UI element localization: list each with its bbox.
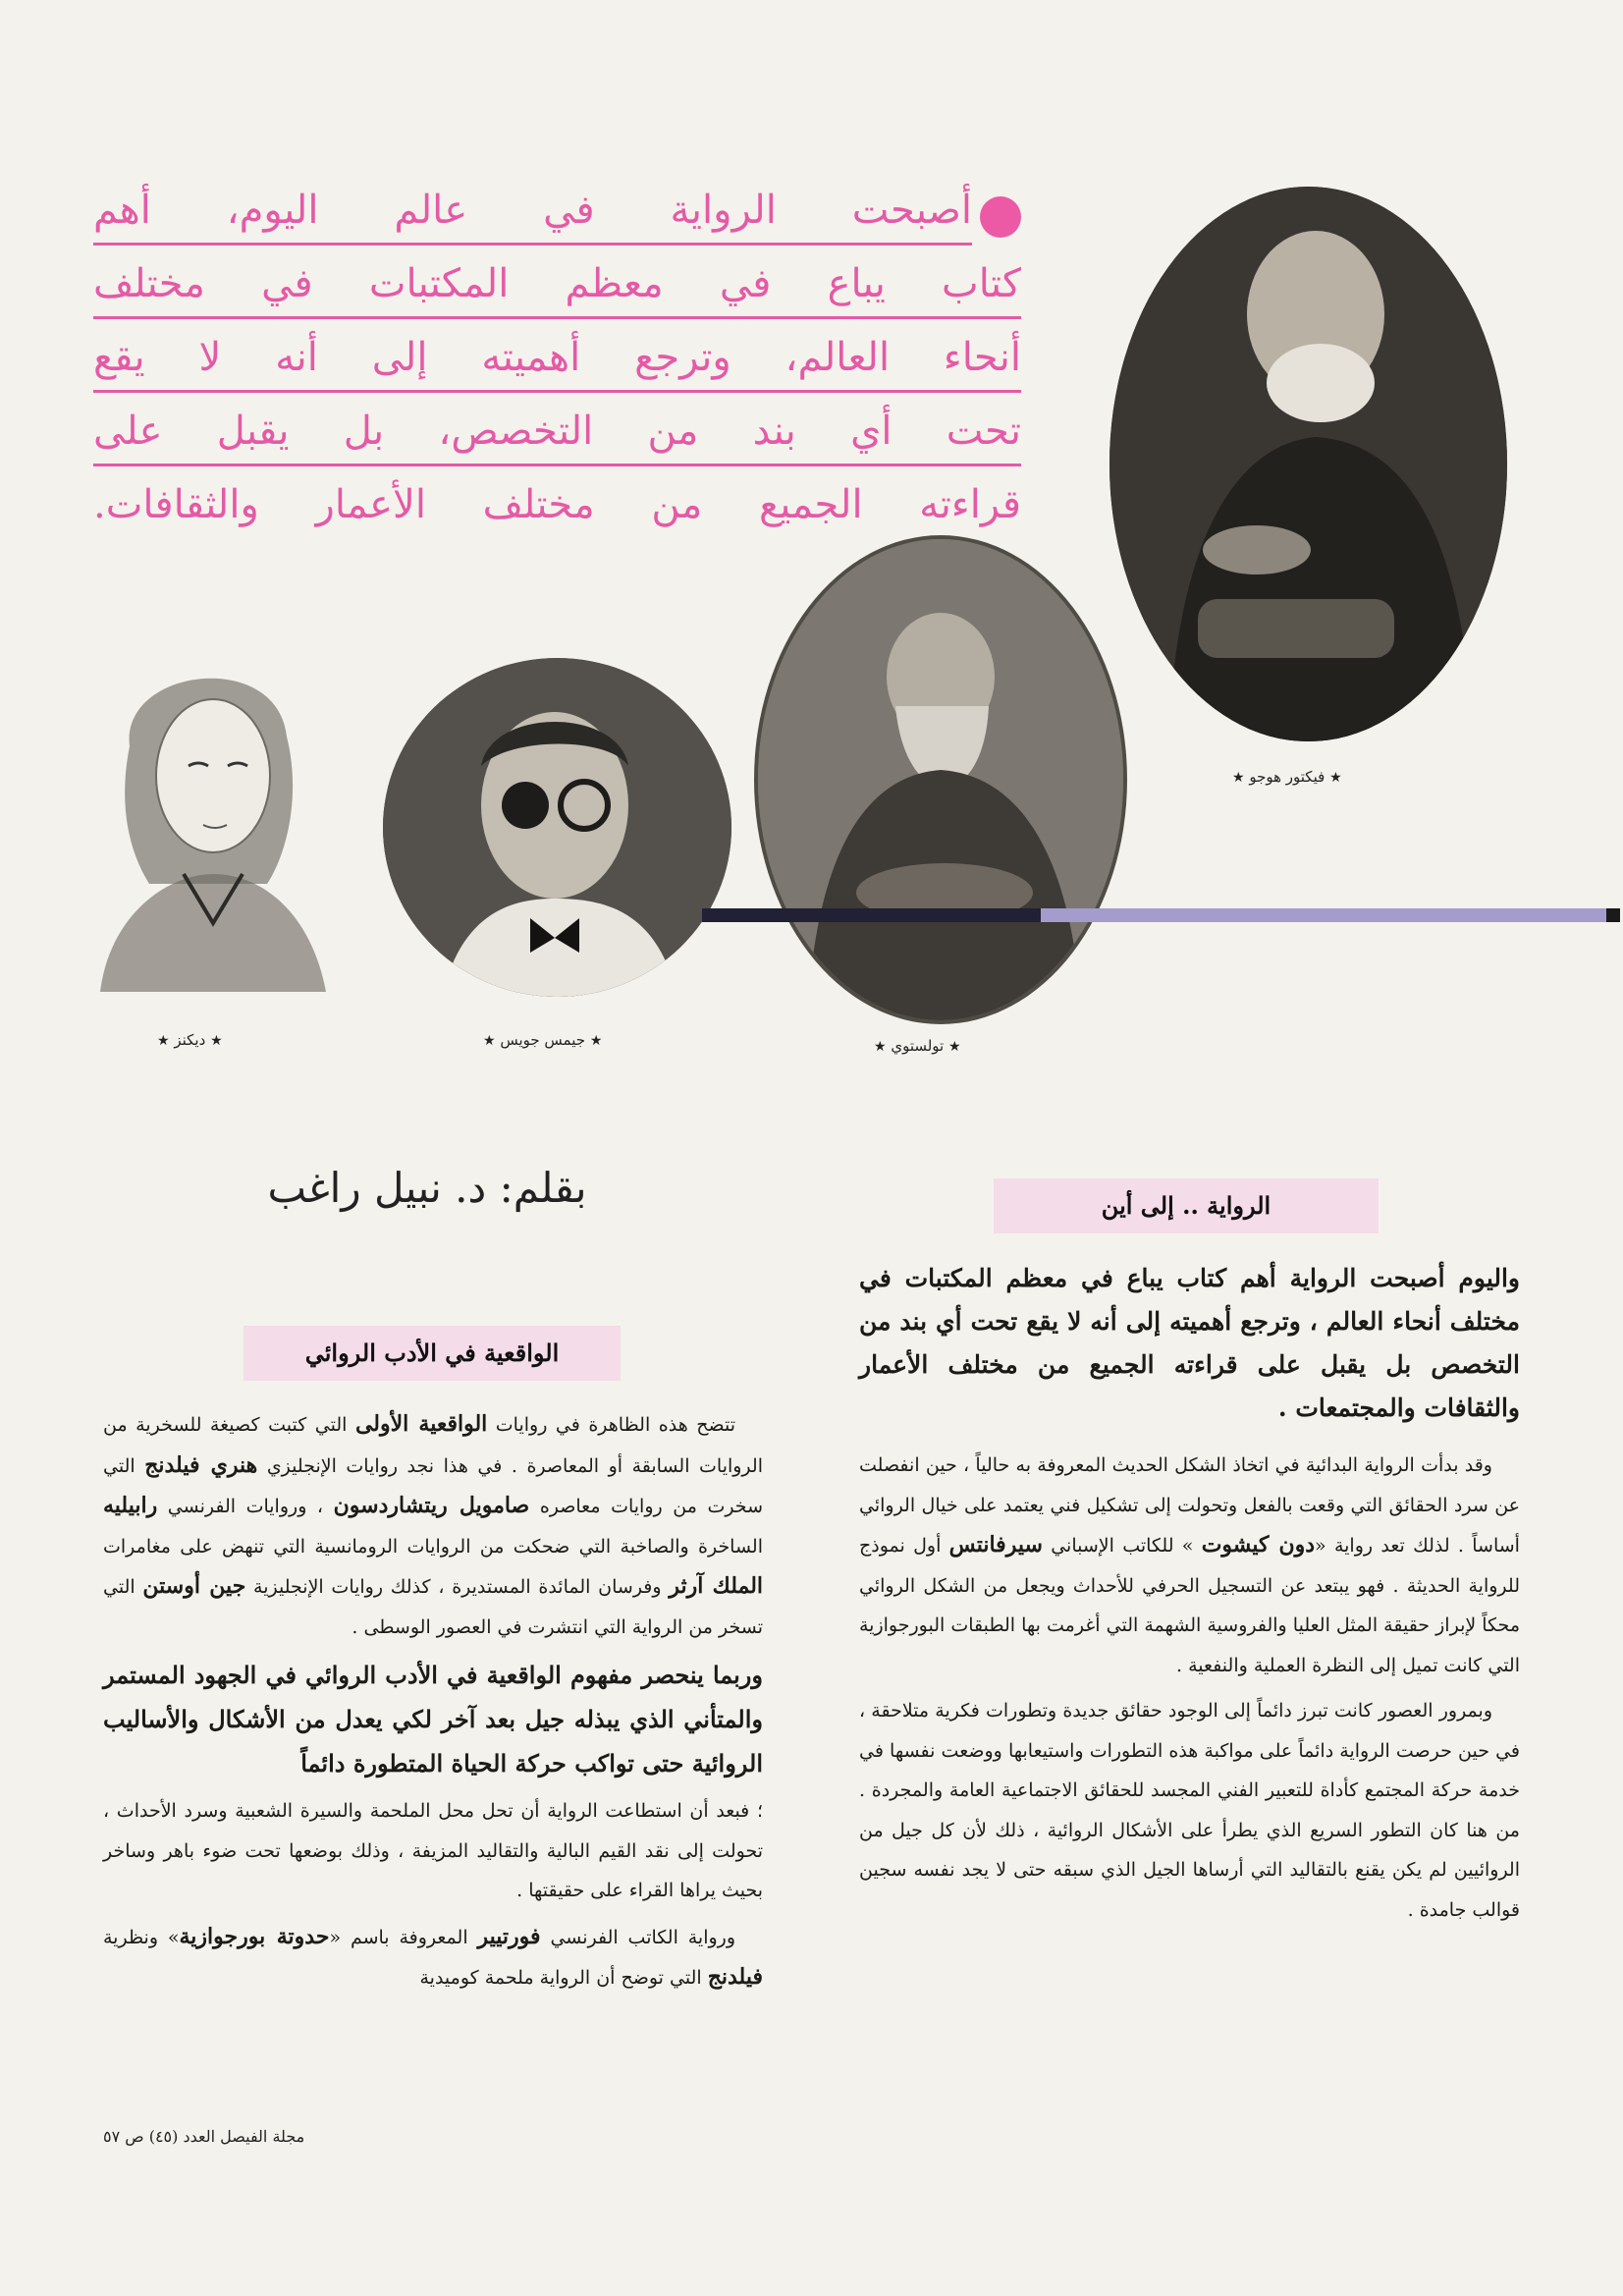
scan-artifact-bar-dark bbox=[702, 908, 1041, 922]
bold-term: حدوتة بورجوازية bbox=[179, 1923, 330, 1949]
body-text: التي تسخر من الرواية التي انتشرت في العصور الوسطى . bbox=[103, 1576, 763, 1638]
caption-joyce bbox=[483, 1031, 602, 1049]
bold-term: سيرفانتس bbox=[948, 1532, 1043, 1558]
bold-term: فيلدنج bbox=[707, 1964, 763, 1990]
body-text: التي كتبت كصيغة للسخرية من الروايات السابقة أو المعاصرة . في هذا نجد روايات الإنجليزي bbox=[103, 1414, 763, 1477]
bold-term: فورتيير bbox=[477, 1923, 541, 1949]
star-icon: ★ bbox=[874, 1039, 887, 1055]
bullet-dot-icon bbox=[980, 196, 1021, 238]
bold-term: جين أوستن bbox=[142, 1573, 246, 1599]
body-text: المعروفة باسم « bbox=[329, 1926, 468, 1948]
portrait-tolstoy bbox=[754, 535, 1127, 1024]
star-icon: ★ bbox=[483, 1033, 496, 1049]
star-icon: ★ bbox=[157, 1033, 170, 1049]
star-icon: ★ bbox=[210, 1033, 223, 1049]
body-text: ، وروايات الفرنسي bbox=[167, 1496, 324, 1517]
body-text: » للكاتب الإسباني bbox=[1051, 1535, 1194, 1557]
star-icon: ★ bbox=[589, 1033, 603, 1049]
body-text: الساخرة والصاخبة التي ضحكت من الروايات الرومانسية التي تنهض على مغامرات bbox=[103, 1535, 763, 1558]
caption-tolstoy bbox=[874, 1037, 961, 1055]
body-text: التي سخرت من روايات معاصره bbox=[103, 1454, 763, 1517]
pull-quote-line: أصبحت الرواية في عالم اليوم، أهم bbox=[93, 182, 972, 246]
body-paragraph: وبمرور العصور كانت تبرز دائماً إلى الوجود حقائق جديدة وتطورات فكرية متلاحقة ، في حين حرصت الرواية دائماً على مواكبة هذه التطورات واستيعابها ووضعت نفسها في خدمة حركة المجتمع كأداة للتعبير الفني المجسد للحقائق الاجتماعية العامة والمجردة . من هنا كان التطور السريع الذي يطرأ على الأشكال الروائية ، ذلك لأن كل جيل من الروائيين لم يكن يقنع بالتقاليد التي أرساها الجيل الذي سبقه حتى لا يجد نفسه سجين قوالب جامدة . bbox=[859, 1700, 1520, 1921]
body-paragraph bbox=[103, 1917, 763, 1998]
caption-dickens bbox=[157, 1031, 223, 1049]
body-paragraph: ؛ فبعد أن استطاعت الرواية أن تحل محل الملحمة والسيرة الشعبية وسرد الأحداث ، تحولت إلى نقد القيم البالية والتقاليد المزيفة ، وذلك بوضعها تحت ضوء باهر وساخر بحيث يراها القراء على حقيقتها . bbox=[103, 1800, 763, 1901]
body-text: ورواية الكاتب الفرنسي bbox=[550, 1926, 736, 1948]
body-paragraph bbox=[859, 1446, 1520, 1685]
pull-quote-line: كتاب يباع في معظم المكتبات في مختلف bbox=[93, 255, 1021, 319]
bold-term: الملك آرثر bbox=[669, 1573, 764, 1599]
portrait-joyce bbox=[383, 658, 731, 997]
body-paragraph bbox=[103, 1404, 763, 1647]
article-column-right bbox=[859, 1257, 1520, 1936]
author-byline: بقلم: د. نبيل راغب bbox=[267, 1164, 587, 1212]
pull-quote-line: أنحاء العالم، وترجع أهميته إلى أنه لا يقع bbox=[93, 329, 1021, 393]
article-column-left bbox=[103, 1404, 763, 2004]
bold-term: الواقعية الأولى bbox=[354, 1411, 488, 1437]
section-heading-realism: الواقعية في الأدب الروائي bbox=[243, 1326, 621, 1381]
section-heading-novel-where: الرواية .. إلى أين bbox=[994, 1178, 1379, 1233]
pull-quote bbox=[93, 182, 1021, 525]
pull-quote-line: قراءته الجميع من مختلف الأعمار والثقافات. bbox=[93, 482, 1021, 527]
portrait-joyce-image bbox=[383, 658, 731, 997]
bold-term: رابيليه bbox=[103, 1493, 158, 1518]
caption-hugo-text: فيكتور هوجو bbox=[1249, 768, 1325, 786]
body-text: التي توضح أن الرواية ملحمة كوميدية bbox=[419, 1967, 702, 1989]
page-footer: مجلة الفيصل العدد (٤٥) ص ٥٧ bbox=[103, 2127, 305, 2146]
body-text: وفرسان المائدة المستديرة ، كذلك روايات الإنجليزية bbox=[253, 1576, 662, 1598]
portrait-dickens bbox=[90, 629, 331, 992]
scan-artifact-bar-end bbox=[1606, 908, 1620, 922]
portrait-dickens-image bbox=[90, 629, 331, 992]
star-icon: ★ bbox=[1329, 770, 1342, 786]
body-text: » ونظرية bbox=[103, 1926, 180, 1948]
caption-dickens-text: ديكنز bbox=[174, 1031, 206, 1049]
caption-tolstoy-text: تولستوي bbox=[891, 1037, 945, 1055]
body-text: تتضح هذه الظاهرة في روايات bbox=[495, 1414, 736, 1436]
bold-term: صامويل ريتشاردسون bbox=[333, 1493, 530, 1518]
portrait-hugo bbox=[1109, 187, 1507, 741]
caption-hugo bbox=[1232, 768, 1342, 786]
star-icon: ★ bbox=[948, 1039, 961, 1055]
bold-term: هنري فيلدنج bbox=[144, 1451, 258, 1478]
body-text: وقد بدأت الرواية البدائية في اتخاذ الشكل الحديث المعروفة به حالياً ، حين انفصلت عن سرد الحقائق التي وقعت بالفعل وتحولت إلى تشكيل فني يعتمد على خيال الروائي أساساً . لذلك تعد رواية « bbox=[859, 1454, 1520, 1557]
portrait-hugo-image bbox=[1109, 187, 1507, 741]
portrait-tolstoy-image bbox=[758, 539, 1123, 1020]
lead-paragraph: واليوم أصبحت الرواية أهم كتاب يباع في معظم المكتبات في مختلف أنحاء العالم ، وترجع أهميته إلى أنه لا يقع تحت أي بند من التخصص بل يقبل على قراءته الجميع من مختلف الأعمار والثقافات والمجتمعات . bbox=[859, 1264, 1520, 1422]
star-icon: ★ bbox=[1232, 770, 1245, 786]
bold-term: دون كيشوت bbox=[1201, 1532, 1316, 1558]
lead-paragraph: وربما ينحصر مفهوم الواقعية في الأدب الروائي في الجهود المستمر والمتأني الذي يبذله جيل بعد آخر لكي يعدل من الأشكال والأساليب الروائية حتى تواكب حركة الحياة المتطورة دائماً bbox=[103, 1661, 763, 1777]
caption-joyce-text: جيمس جويس bbox=[500, 1031, 586, 1049]
body-text: أول نموذج للرواية الحديثة . فهو يبتعد عن التسجيل الحرفي للأحداث ويجعل من الشكل الروائي محكاً لإبراز حقيقة المثل العليا والفروسية الشهمة التي أغرمت بها الطبقات البورجوازية التي كانت تميل إلى النظرة العملية والنفعية . bbox=[859, 1535, 1520, 1676]
pull-quote-line: تحت أي بند من التخصص، بل يقبل على bbox=[93, 403, 1021, 466]
